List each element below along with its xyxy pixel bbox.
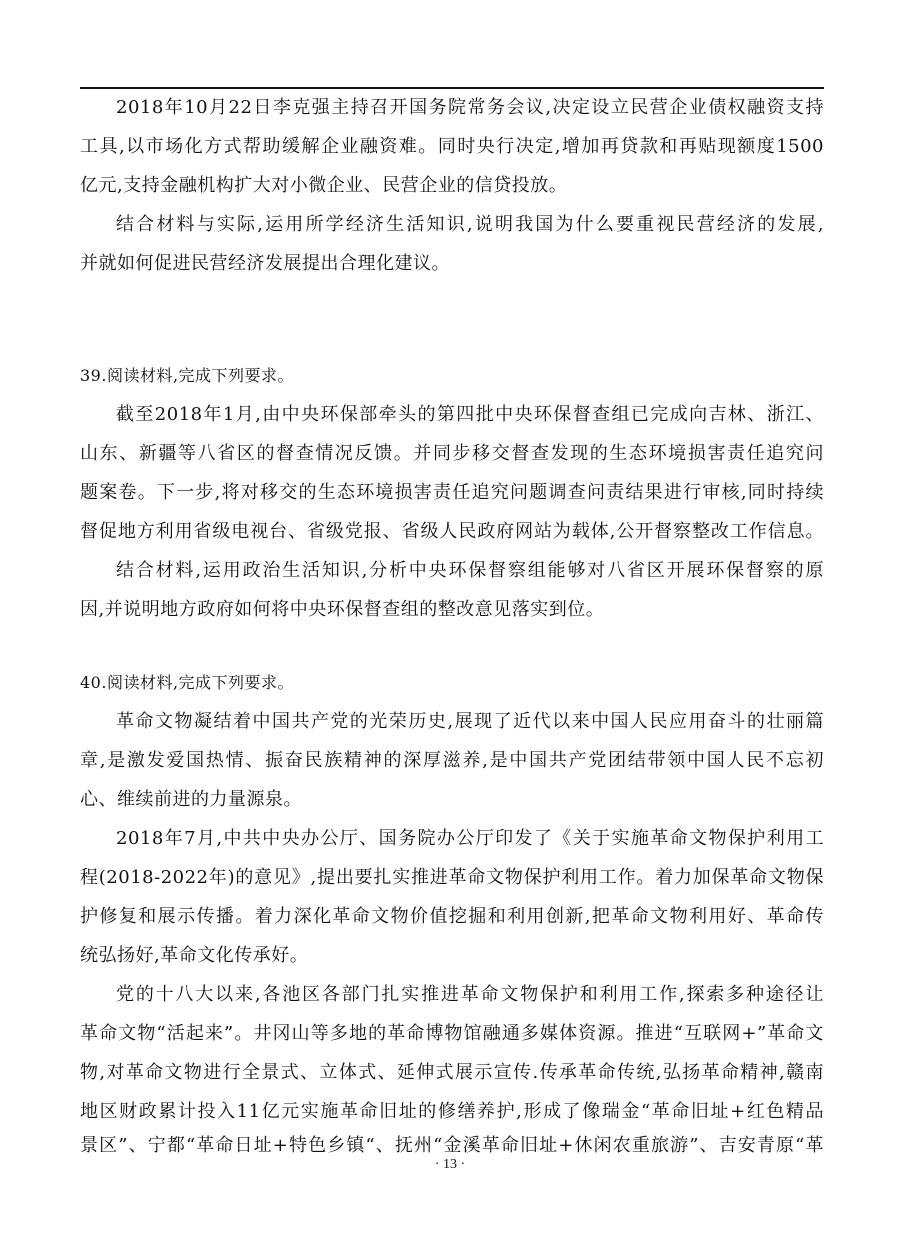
paragraph-line: 革命文物凝结着中国共产党的光荣历史,展现了近代以来中国人民应用奋斗的壮丽篇 [116,711,824,732]
paragraph-line: 程(2018-2022年)的意见》,提出要扎实推进革命文物保护利用工作。着力加保革命文物保 [80,867,824,888]
question-prompt-line: 并就如何促进民营经济发展提出合理化建议。 [80,253,450,274]
question-prompt-line: 结合材料,运用政治生活知识,分析中央环保督察组能够对八省区开展环保督察的原 [116,560,824,581]
page-number: · 13 · [434,1157,466,1172]
paragraph-line: 景区”、宁都“革命日址+特色乡镇“、抚州“金溪革命旧址+休闲农重旅游”、吉安青原“革 [80,1135,824,1156]
question-heading-39: 39.阅读材料,完成下列要求。 [80,366,295,385]
paragraph-line: 章,是激发爱国热情、振奋民族精神的深厚滋养,是中国共产党团结带领中国人民不忘初 [80,750,824,771]
paragraph-line: 护修复和展示传播。着力深化革命文物价值挖掘和利用创新,把革命文物利用好、革命传 [80,906,824,927]
question-heading-40: 40.阅读材料,完成下列要求。 [80,673,295,692]
paragraph-line: 2018年7月,中共中央办公厅、国务院办公厅印发了《关于实施革命文物保护利用工 [116,828,824,849]
paragraph-line: 心、维续前进的力量源泉。 [80,789,302,810]
question-prompt-line: 结合材料与实际,运用所学经济生活知识,说明我国为什么要重视民营经济的发展, [116,214,824,235]
paragraph-line: 2018年10月22日李克强主持召开国务院常务会议,决定设立民营企业债权融资支持 [116,97,824,118]
question-prompt-line: 因,并说明地方政府如何将中央环保督查组的整改意见落实到位。 [80,599,605,620]
paragraph-line: 物,对革命文物进行全景式、立体式、延伸式展示宣传.传承革命传统,弘扬革命精神,赣南 [80,1062,824,1083]
paragraph-line: 题案卷。下一步,将对移交的生态环境损害责任追究问题调查问责结果进行审核,同时持续 [80,482,824,503]
paragraph-line: 督促地方利用省级电视台、省级党报、省级人民政府网站为载体,公开督察整改工作信息。 [80,521,824,542]
paragraph-line: 截至2018年1月,由中央环保部牵头的第四批中央环保督查组已完成向吉林、浙江、 [116,404,824,425]
paragraph-line: 统弘扬好,革命文化传承好。 [80,945,309,966]
paragraph-line: 地区财政累计投入11亿元实施革命旧址的修缮养护,形成了像瑞金“革命旧址+红色精品 [80,1101,824,1122]
paragraph-line: 革命文物“活起来”。井冈山等多地的革命博物馆融通多媒体资源。推进“互联网+”革命文 [80,1023,824,1044]
paragraph-line: 工具,以市场化方式帮助缓解企业融资难。同时央行决定,增加再贷款和再贴现额度1500 [80,136,824,157]
paragraph-line: 山东、新疆等八省区的督查情况反馈。并同步移交督查发现的生态环境损害责任追究问 [80,443,824,464]
paragraph-line: 党的十八大以来,各池区各部门扎实推进革命文物保护和利用工作,探索多种途径让 [116,984,824,1005]
header-rule [80,87,824,89]
paragraph-line: 亿元,支持金融机构扩大对小微企业、民营企业的信贷投放。 [80,175,568,196]
